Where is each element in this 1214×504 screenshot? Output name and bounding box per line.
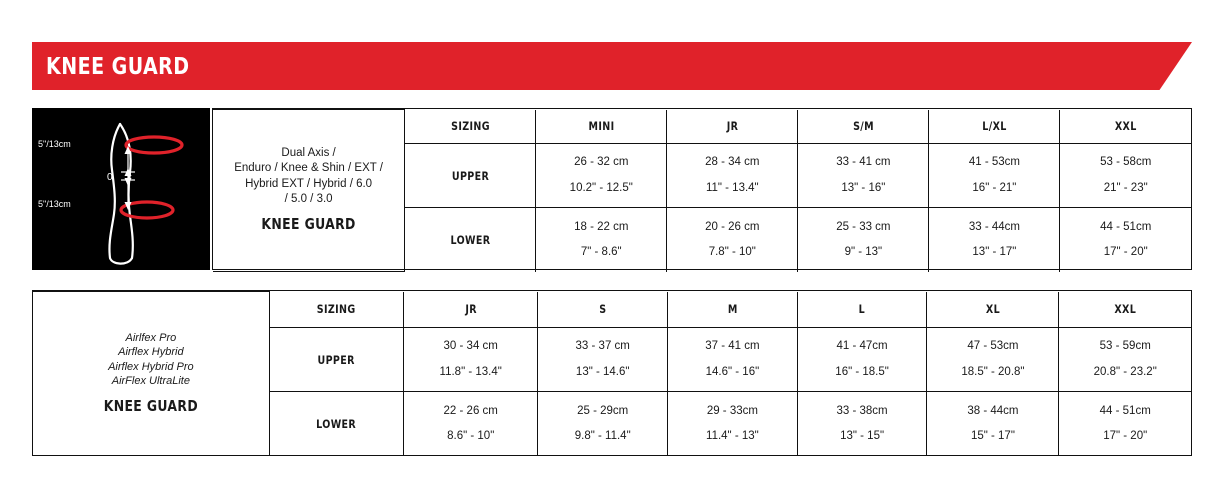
row-label-upper: UPPER xyxy=(275,328,399,392)
column-header-sizing: SIZING xyxy=(410,110,531,144)
cell-upper-mini: 26 - 32 cm 10.2" - 12.5" xyxy=(536,144,667,208)
diagram-label-top: 5"/13cm xyxy=(38,139,71,149)
column-header-jr: JR xyxy=(409,292,533,328)
product-line: Airlfex Pro xyxy=(125,331,177,344)
cell-lower-l: 33 - 38cm 13" - 15" xyxy=(797,392,927,456)
column-header-xxl: XXL xyxy=(1065,110,1186,144)
column-header-m: M xyxy=(673,292,792,328)
product-line: / 5.0 / 3.0 xyxy=(284,192,333,205)
product-line: Enduro / Knee & Shin / EXT / xyxy=(234,162,383,175)
cell-upper-s: 33 - 37 cm 13" - 14.6" xyxy=(538,328,668,392)
cell-upper-xxl: 53 - 58cm 21" - 23" xyxy=(1060,144,1191,208)
column-header-jr: JR xyxy=(672,110,793,144)
leg-diagram-panel xyxy=(32,108,210,270)
product-line: Airflex Hybrid Pro xyxy=(108,360,194,373)
product-name-block-2 xyxy=(33,327,269,421)
cell-lower-xl: 38 - 44cm 15" - 17" xyxy=(927,392,1059,456)
product-category: KNEE GUARD xyxy=(103,396,199,415)
cell-upper-xl: 47 - 53cm 18.5" - 20.8" xyxy=(927,328,1059,392)
column-header-mini: MINI xyxy=(541,110,662,144)
product-name-block-1 xyxy=(213,142,404,238)
column-header-sizing: SIZING xyxy=(275,292,399,328)
column-header-s: S xyxy=(543,292,662,328)
cell-upper-sm: 33 - 41 cm 13" - 16" xyxy=(798,144,929,208)
cell-upper-jr: 28 - 34 cm 11" - 13.4" xyxy=(667,144,798,208)
header-banner xyxy=(32,42,1192,90)
cell-upper-m: 37 - 41 cm 14.6" - 16" xyxy=(668,328,798,392)
product-line: Airflex Hybrid xyxy=(118,346,184,359)
cell-lower-sm: 25 - 33 cm 9" - 13" xyxy=(798,208,929,272)
column-header-lxl: L/XL xyxy=(934,110,1055,144)
cell-lower-xxl: 44 - 51cm 17" - 20" xyxy=(1059,392,1191,456)
column-header-l: L xyxy=(802,292,921,328)
leg-measurement-diagram-icon xyxy=(32,108,210,270)
column-header-sm: S/M xyxy=(803,110,924,144)
cell-lower-jr: 20 - 26 cm 7.8" - 10" xyxy=(667,208,798,272)
cell-lower-s: 25 - 29cm 9.8" - 11.4" xyxy=(538,392,668,456)
product-line: Dual Axis / xyxy=(281,147,336,160)
product-category: KNEE GUARD xyxy=(261,214,356,233)
sizing-table-dual-axis xyxy=(212,108,1192,270)
cell-upper-xxl: 53 - 59cm 20.8" - 23.2" xyxy=(1059,328,1191,392)
row-label-upper: UPPER xyxy=(410,144,531,208)
column-header-xxl: XXL xyxy=(1064,292,1186,328)
cell-lower-mini: 18 - 22 cm 7" - 8.6" xyxy=(536,208,667,272)
column-header-xl: XL xyxy=(932,292,1053,328)
row-label-lower: LOWER xyxy=(275,392,399,456)
cell-lower-lxl: 33 - 44cm 13" - 17" xyxy=(929,208,1060,272)
diagram-label-center: 0 xyxy=(107,172,113,183)
cell-upper-l: 41 - 47cm 16" - 18.5" xyxy=(797,328,927,392)
cell-upper-jr: 30 - 34 cm 11.8" - 13.4" xyxy=(404,328,538,392)
cell-lower-m: 29 - 33cm 11.4" - 13" xyxy=(668,392,798,456)
row-label-lower: LOWER xyxy=(410,208,531,272)
page-title: KNEE GUARD xyxy=(46,54,190,80)
product-line: Hybrid EXT / Hybrid / 6.0 xyxy=(245,177,373,190)
sizing-table-airflex xyxy=(32,290,1192,456)
cell-lower-jr: 22 - 26 cm 8.6" - 10" xyxy=(404,392,538,456)
product-line: AirFlex UltraLite xyxy=(111,375,190,388)
diagram-label-bottom: 5"/13cm xyxy=(38,199,71,209)
cell-lower-xxl: 44 - 51cm 17" - 20" xyxy=(1060,208,1191,272)
cell-upper-lxl: 41 - 53cm 16" - 21" xyxy=(929,144,1060,208)
